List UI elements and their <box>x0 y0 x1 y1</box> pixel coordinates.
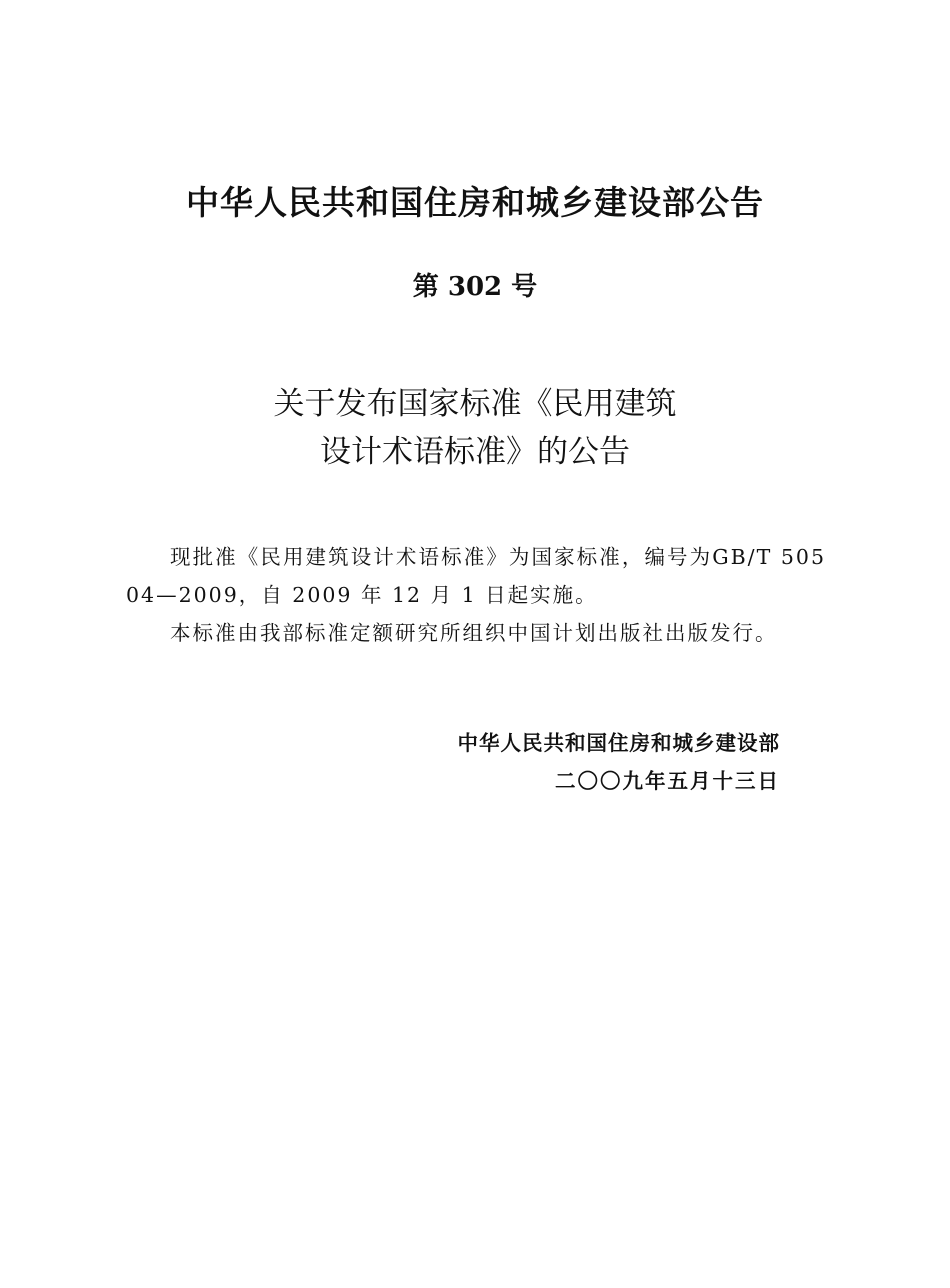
signature-organization: 中华人民共和国住房和城乡建设部 <box>457 731 780 755</box>
announcement-body <box>126 538 826 652</box>
body-paragraph-2: 本标准由我部标准定额研究所组织中国计划出版社出版发行。 <box>170 621 778 645</box>
subtitle-line-1: 关于发布国家标准《民用建筑 <box>273 386 677 422</box>
body-paragraph-1: 现批准《民用建筑设计术语标准》为国家标准，编号为GB/T 50504—2009，自 2009 年 12 月 1 日起实施。 <box>126 545 826 607</box>
subtitle-line-2: 设计术语标准》的公告 <box>320 434 630 470</box>
announcement-number: 第 302 号 <box>412 272 538 302</box>
announcement-subtitle <box>0 380 950 476</box>
announcement-title: 中华人民共和国住房和城乡建设部公告 <box>186 183 764 222</box>
signature-block <box>0 724 780 800</box>
signature-date: 二〇〇九年五月十三日 <box>555 769 780 793</box>
